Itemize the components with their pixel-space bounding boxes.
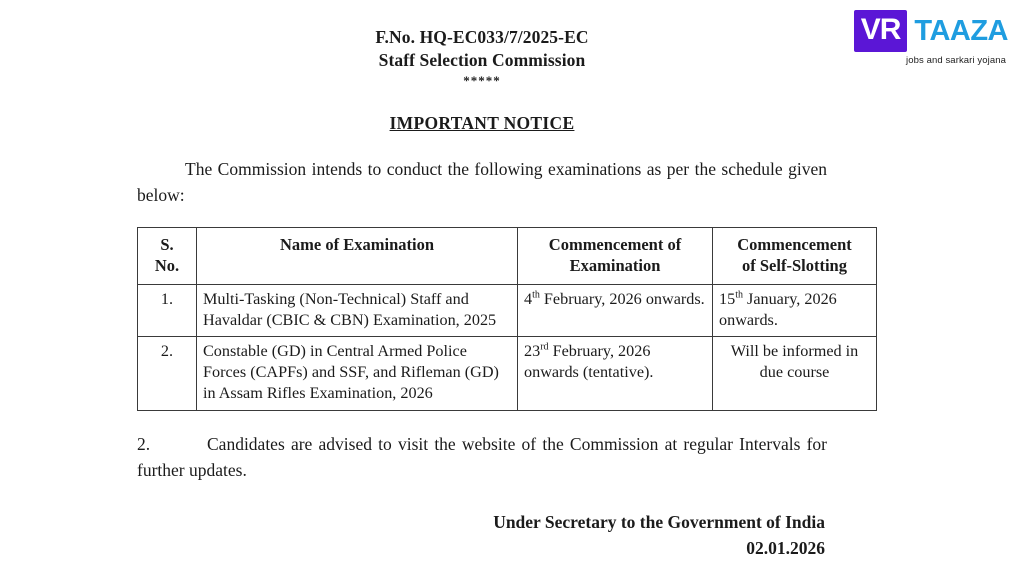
advisory-number: 2.: [137, 433, 151, 454]
advisory-text: Candidates are advised to visit the website of the Commission at regular Intervals for further updates.: [137, 433, 827, 480]
column-header-sno-line1: S.: [160, 234, 174, 254]
notice-document: [137, 26, 859, 562]
intro-text: The Commission intends to conduct the following examinations as per the schedule given below:: [137, 159, 827, 206]
row-commencement-rest: February, 2026 onwards.: [539, 289, 705, 308]
column-header-sno-line2: No.: [154, 255, 180, 275]
row-sno: 2.: [138, 337, 197, 410]
signature-block: [137, 509, 827, 562]
row-sno: 1.: [138, 284, 197, 336]
logo-row: [854, 10, 1008, 52]
row-self-number: 15: [719, 289, 736, 308]
organisation-name: Staff Selection Commission: [378, 50, 586, 71]
table-body: [138, 284, 877, 410]
row-self-slotting: Will be informed in due course: [713, 337, 877, 410]
row-commencement-suffix: th: [532, 289, 540, 301]
table-header: [138, 227, 877, 284]
examination-schedule-table: [137, 227, 877, 411]
column-header-commencement-line1: Commencement of: [548, 234, 682, 254]
row-self-rest: January, 2026 onwards.: [719, 289, 837, 329]
advisory-paragraph: [137, 431, 827, 484]
table-row: [138, 337, 877, 410]
column-header-self-slotting: [713, 227, 877, 284]
column-header-name: Name of Examination: [197, 227, 518, 284]
table-header-row: [138, 227, 877, 284]
logo-wordmark: TAAZA: [914, 14, 1008, 47]
logo-tagline: jobs and sarkari yojana: [906, 55, 1006, 66]
page-title: IMPORTANT NOTICE: [389, 113, 575, 134]
column-header-sno: [138, 227, 197, 284]
column-header-self-slotting-line2: of Self-Slotting: [742, 255, 847, 275]
column-header-commencement-line2: Examination: [569, 255, 661, 275]
row-self-suffix: th: [735, 289, 743, 301]
row-commencement-suffix: rd: [540, 341, 549, 353]
row-commencement-rest: February, 2026 onwards (tentative).: [524, 342, 654, 382]
intro-paragraph: [137, 156, 827, 209]
row-commencement-number: 4: [524, 289, 533, 308]
table-row: [138, 284, 877, 336]
logo-badge-icon: VR: [854, 10, 908, 52]
row-exam-name: Multi-Tasking (Non-Technical) Staff and Havaldar (CBIC & CBN) Examination, 2025: [197, 284, 518, 336]
star-separator: *****: [463, 73, 501, 89]
signature-date: 02.01.2026: [746, 538, 825, 559]
column-header-commencement: [518, 227, 713, 284]
column-header-self-slotting-line1: Commencement: [737, 234, 852, 254]
signatory-designation: Under Secretary to the Government of India: [493, 512, 825, 533]
row-commencement: [518, 284, 713, 336]
row-self-slotting: [713, 284, 877, 336]
vr-taaza-logo: [854, 10, 1008, 66]
row-commencement-number: 23: [524, 342, 541, 361]
file-number: F.No. HQ-EC033/7/2025-EC: [375, 27, 589, 47]
row-exam-name: Constable (GD) in Central Armed Police Forces (CAPFs) and SSF, and Rifleman (GD) in Assam Rifles Examination, 2026: [197, 337, 518, 410]
row-commencement: [518, 337, 713, 410]
